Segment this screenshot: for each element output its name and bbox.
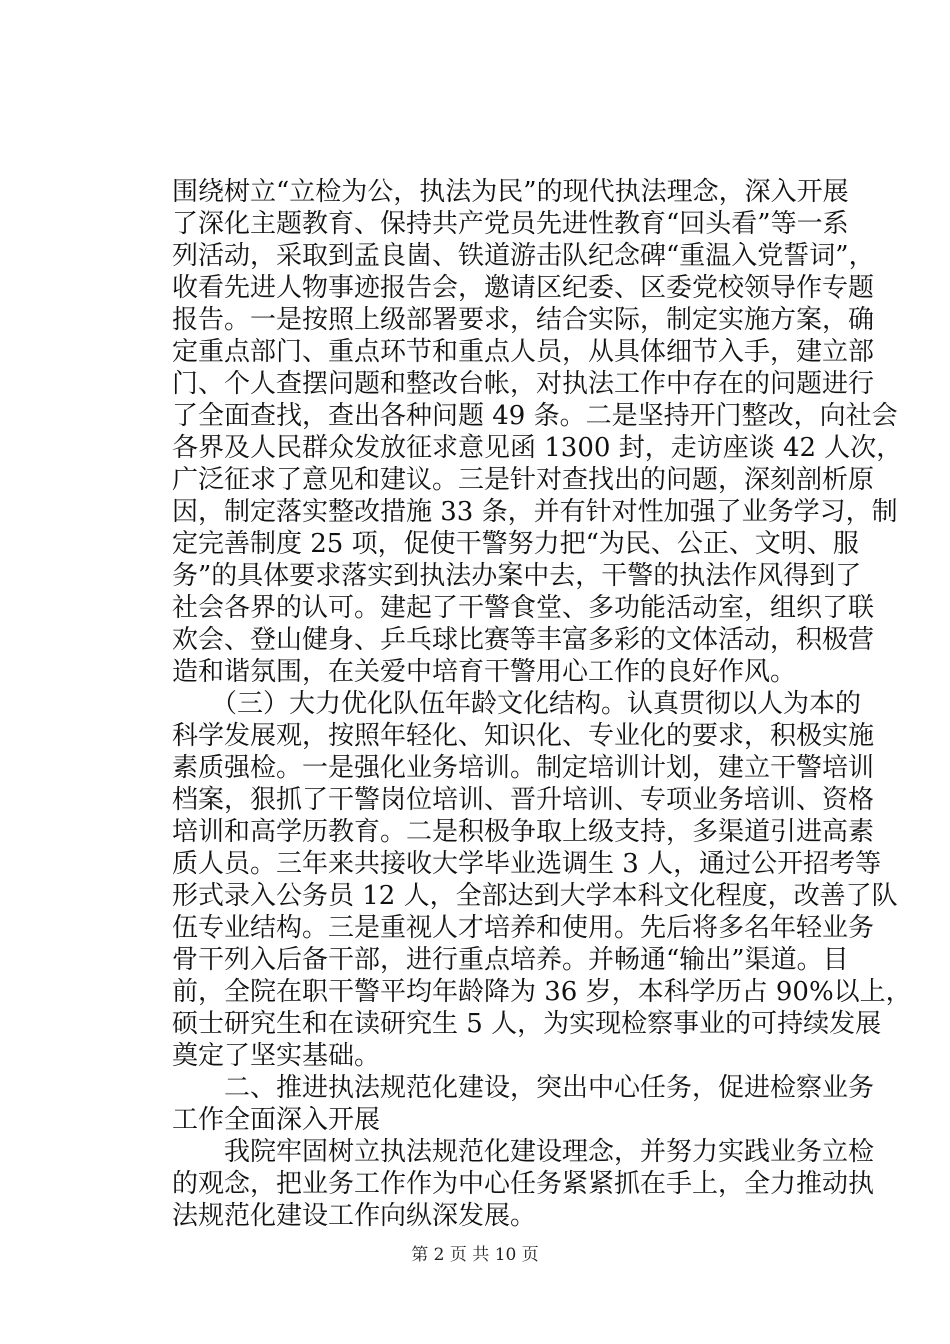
body-text — [172, 176, 912, 1232]
text-line: 硕士研究生和在读研究生 5 人，为实现检察事业的可持续发展 — [172, 1009, 882, 1039]
text-line: 门、个人查摆问题和整改台帐，对执法工作中存在的问题进行 — [172, 369, 875, 399]
text-line: 我院牢固树立执法规范化建设理念，并努力实践业务立检 — [172, 1137, 875, 1167]
text-line: 前，全院在职干警平均年龄降为 36 岁，本科学历占 90%以上， — [172, 977, 912, 1007]
section-heading-line: （三）大力优化队伍年龄文化结构。认真贯彻以人为本的 — [172, 689, 862, 719]
text-line: 形式录入公务员 12 人，全部达到大学本科文化程度，改善了队 — [172, 881, 898, 911]
text-line: 社会各界的认可。建起了干警食堂、多功能活动室，组织了联 — [172, 593, 875, 623]
text-line: 了深化主题教育、保持共产党员先进性教育“回头看”等一系 — [172, 209, 849, 239]
text-line: 奠定了坚实基础。 — [172, 1041, 381, 1071]
text-line: 骨干列入后备干部，进行重点培养。并畅通“输出”渠道。目 — [172, 945, 849, 975]
text-line: 定重点部门、重点环节和重点人员，从具体细节入手，建立部 — [172, 337, 875, 367]
text-line: 伍专业结构。三是重视人才培养和使用。先后将多名年轻业务 — [172, 913, 875, 943]
text-line: 各界及人民群众发放征求意见函 1300 封，走访座谈 42 人次， — [172, 433, 903, 463]
text-line: 培训和高学历教育。二是积极争取上级支持，多渠道引进高素 — [172, 817, 875, 847]
text-line: 列活动，采取到孟良崮、铁道游击队纪念碑“重温入党誓词”， — [172, 241, 875, 271]
text-line: 务”的具体要求落实到执法办案中去，干警的执法作风得到了 — [172, 561, 862, 591]
text-line: 因，制定落实整改措施 33 条，并有针对性加强了业务学习，制 — [172, 497, 898, 527]
text-line: 定完善制度 25 项，促使干警努力把“为民、公正、文明、服 — [172, 529, 859, 559]
text-line: 素质强检。一是强化业务培训。制定培训计划，建立干警培训 — [172, 753, 875, 783]
text-line: 法规范化建设工作向纵深发展。 — [172, 1201, 537, 1231]
text-line: 科学发展观，按照年轻化、知识化、专业化的要求，积极实施 — [172, 721, 875, 751]
text-line: 质人员。三年来共接收大学毕业选调生 3 人，通过公开招考等 — [172, 849, 882, 879]
text-line: 的观念，把业务工作作为中心任务紧紧抓在手上，全力推动执 — [172, 1169, 875, 1199]
text-line: 造和谐氛围，在关爱中培育干警用心工作的良好作风。 — [172, 657, 797, 687]
text-line: 广泛征求了意见和建议。三是针对查找出的问题，深刻剖析原 — [172, 465, 875, 495]
text-line: 围绕树立“立检为公，执法为民”的现代执法理念，深入开展 — [172, 177, 849, 207]
text-line: 收看先进人物事迹报告会，邀请区纪委、区委党校领导作专题 — [172, 273, 875, 303]
page-footer — [0, 1245, 950, 1265]
section-heading-line: 工作全面深入开展 — [172, 1105, 381, 1135]
text-line: 档案，狠抓了干警岗位培训、晋升培训、专项业务培训、资格 — [172, 785, 875, 815]
section-heading-line: 二、推进执法规范化建设，突出中心任务，促进检察业务 — [172, 1073, 875, 1103]
text-line: 欢会、登山健身、乒乓球比赛等丰富多彩的文体活动，积极营 — [172, 625, 875, 655]
text-line: 报告。一是按照上级部署要求，结合实际，制定实施方案，确 — [172, 305, 875, 335]
page-number-label: 第 2 页 共 10 页 — [411, 1245, 539, 1265]
text-line: 了全面查找，查出各种问题 49 条。二是坚持开门整改，向社会 — [172, 401, 898, 431]
